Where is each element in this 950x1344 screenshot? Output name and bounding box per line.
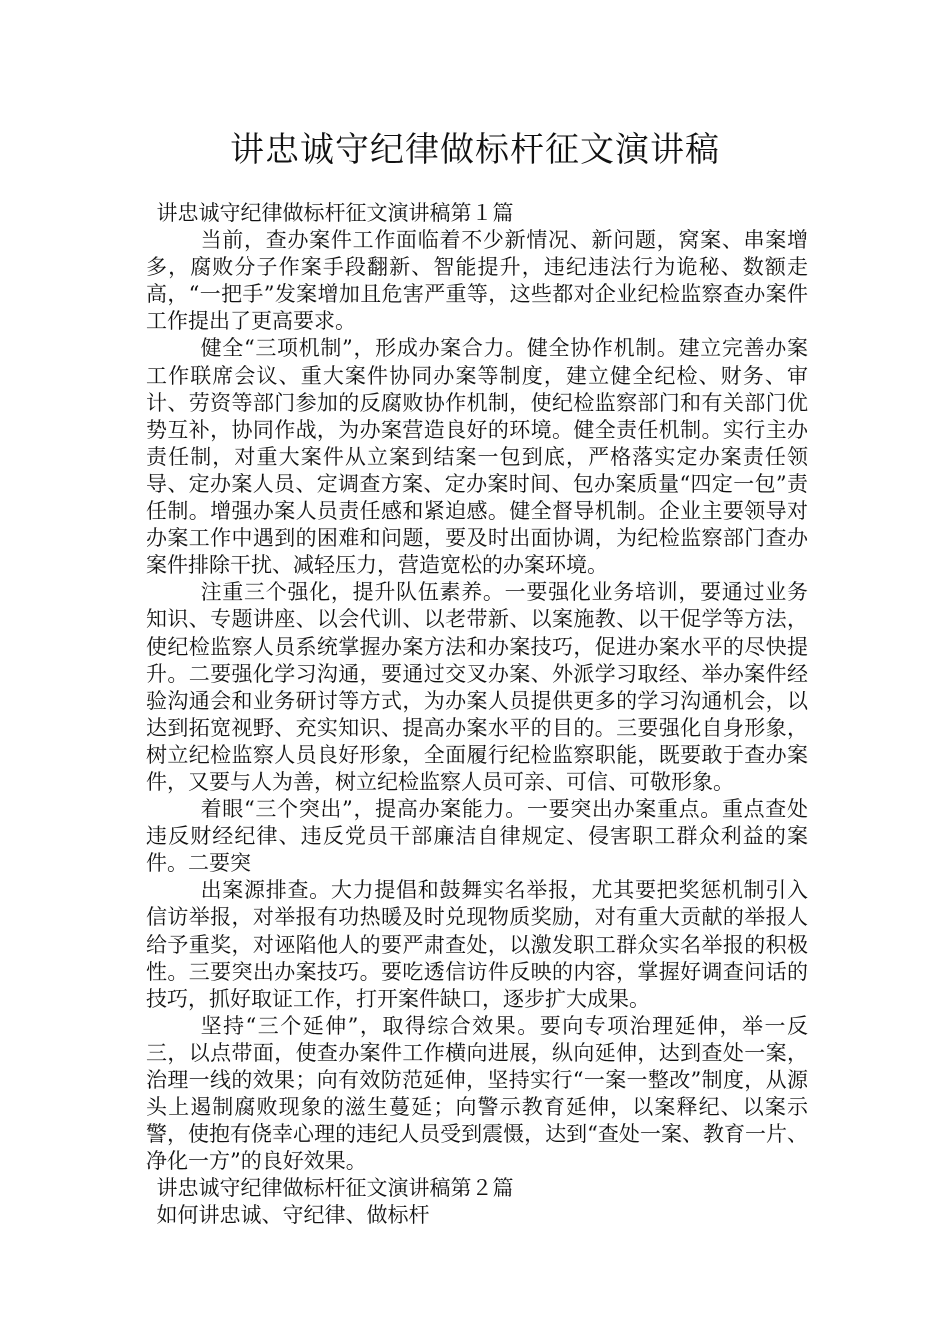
paragraph: 出案源排查。大力提倡和鼓舞实名举报，尤其要把奖惩机制引入信访举报，对举报有功热暖及时兑现物质奖励，对有重大贡献的举报人给予重奖，对诬陷他人的要严肃查处，以激发职工群众实名举报的积极性。三要突出办案技巧。要吃透信访件反映的内容，掌握好调查问话的技巧，抓好取证工作，打开案件缺口，逐步扩大成果。 [146,878,808,1011]
section-heading: 讲忠诚守纪律做标杆征文演讲稿第２篇 [156,1176,514,1201]
section-subheading: 如何讲忠诚、守纪律、做标杆 [156,1203,430,1228]
paragraph: 健全“三项机制”，形成办案合力。健全协作机制。建立完善办案工作联席会议、重大案件协同办案等制度，建立健全纪检、财务、审计、劳资等部门参加的反腐败协作机制，使纪检监察部门和有关部门优势互补，协同作战，为办案营造良好的环境。健全责任机制。实行主办责任制，对重大案件从立案到结案一包到底，严格落实定办案责任领导、定办案人员、定调查方案、定办案时间、包办案质量“四定一包”责任制。增强办案人员责任感和紧迫感。健全督导机制。企业主要领导对办案工作中遇到的困难和问题，要及时出面协调，为纪检监察部门查办案件排除干扰、减轻压力，营造宽松的办案环境。 [146,336,808,578]
paragraph: 注重三个强化，提升队伍素养。一要强化业务培训，要通过业务知识、专题讲座、以会代训、以老带新、以案施教、以干促学等方法，使纪检监察人员系统掌握办案方法和办案技巧，促进办案水平的尽快提升。二要强化学习沟通，要通过交叉办案、外派学习取经、举办案件经验沟通会和业务研讨等方式，为办案人员提供更多的学习沟通机会，以达到拓宽视野、充实知识、提高办案水平的目的。三要强化自身形象，树立纪检监察人员良好形象，全面履行纪检监察职能，既要敢于查办案件，又要与人为善，树立纪检监察人员可亲、可信、可敬形象。 [146,580,808,794]
section-heading: 讲忠诚守纪律做标杆征文演讲稿第１篇 [156,201,514,225]
document-title: 讲忠诚守纪律做标杆征文演讲稿 [230,130,720,170]
paragraph: 着眼“三个突出”，提高办案能力。一要突出办案重点。重点查处违反财经纪律、违反党员干部廉洁自律规定、侵害职工群众利益的案件。二要突 [146,797,808,876]
paragraph: 坚持“三个延伸”，取得综合效果。要向专项治理延伸，举一反三，以点带面，使查办案件工作横向进展，纵向延伸，达到查处一案，治理一线的效果；向有效防范延伸，坚持实行“一案一整改”制度，从源头上遏制腐败现象的滋生蔓延；向警示教育延伸，以案释纪、以案示警，使抱有侥幸心理的违纪人员受到震慑，达到“查处一案、教育一片、净化一方”的良好效果。 [146,1013,808,1174]
document-body [146,200,808,1230]
paragraph: 当前，查办案件工作面临着不少新情况、新问题，窝案、串案增多，腐败分子作案手段翻新、智能提升，违纪违法行为诡秘、数额走高，“一把手”发案增加且危害严重等，这些都对企业纪检监察查办案件工作提出了更高要求。 [146,228,808,334]
